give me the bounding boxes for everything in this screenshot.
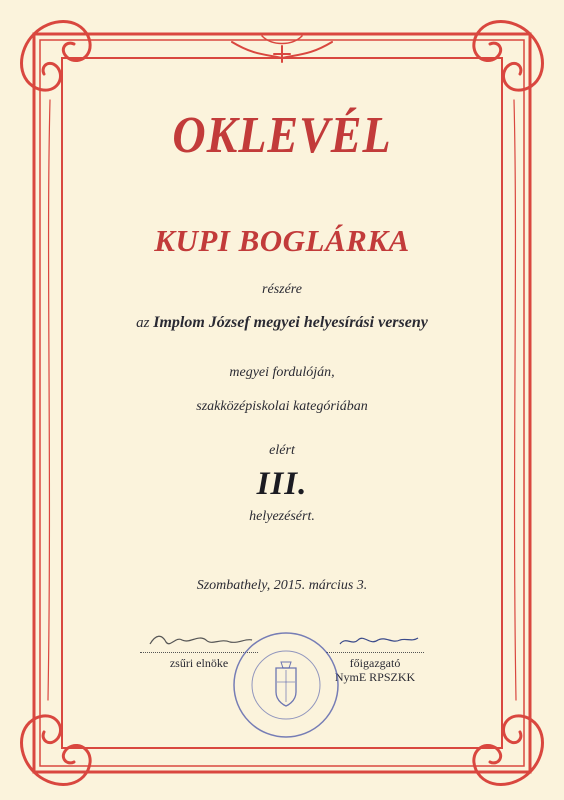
jury-label: zsűri elnöke xyxy=(169,656,229,670)
place-date: Szombathely, 2015. március 3. xyxy=(196,578,368,593)
director-title: főigazgató xyxy=(349,656,401,670)
director-institution: NymE RPSZKK xyxy=(334,670,416,684)
place-value: III. xyxy=(256,466,308,502)
placement-line: helyezésért. xyxy=(249,509,315,524)
competition-prefix: az xyxy=(136,315,150,331)
recipient-name: KUPI BOGLÁRKA xyxy=(154,223,410,258)
competition-name: Implom József megyei helyesírási verseny xyxy=(153,314,428,331)
achieved-line: elért xyxy=(269,443,295,458)
round-line: megyei fordulóján, xyxy=(229,365,335,380)
director-signature xyxy=(334,630,424,652)
certificate-title: OKLEVÉL xyxy=(172,105,392,164)
for-word: részére xyxy=(262,282,302,297)
category-line: szakközépiskolai kategóriában xyxy=(196,399,368,414)
official-stamp xyxy=(231,630,341,740)
competition-line xyxy=(0,314,564,332)
